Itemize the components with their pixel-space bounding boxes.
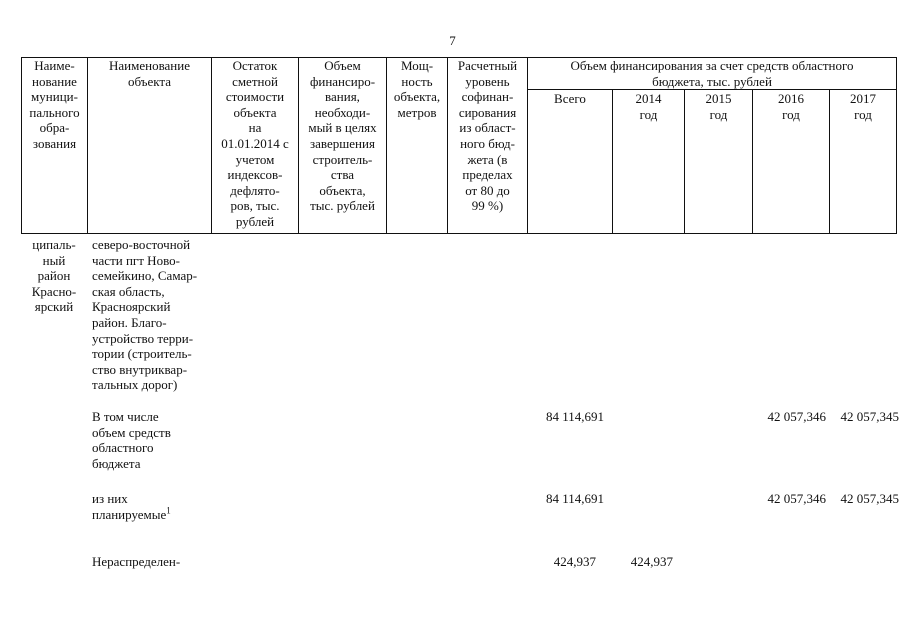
footnote-marker: 1 [166, 505, 171, 516]
header-regional-funding-group: Объем финансирования за счет средств областного бюджета, тыс. рублей [570, 58, 854, 89]
regional-budget-label: В том числе объем средств областного бюджета [92, 409, 171, 471]
header-year-2014: 2014 год [635, 91, 662, 122]
regional-budget-2017: 42 057,345 [840, 409, 899, 424]
header-remaining-cost: Остаток сметной стоимости объекта на 01.01.2014 с учетом индексов- дефлято- ров, тыс. рублей [221, 58, 289, 229]
header-year-2016: 2016 год [778, 91, 804, 122]
header-bottom-border [21, 233, 897, 234]
regional-budget-2016: 42 057,346 [767, 409, 826, 424]
header-municipality: Наиме- нование муници- пального обра- зования [29, 58, 80, 151]
col-line-12 [896, 57, 897, 234]
planned-2016: 42 057,346 [767, 491, 826, 506]
planned-2017: 42 057,345 [840, 491, 899, 506]
object-description-cell: северо-восточной части пгт Ново- семейкино, Самар- ская область, Красноярский район. Благо- устройство терри- тории (строитель- ство внутриквар- тальных дорог) [92, 237, 198, 393]
planned-label: из них планируемые$^1$ [92, 491, 171, 522]
unallocated-label: Нераспределен- [92, 554, 181, 569]
header-year-2015: 2015 год [705, 91, 732, 122]
header-year-2017: 2017 год [850, 91, 876, 122]
regional-budget-total: 84 114,691 [545, 409, 604, 424]
header-object-name: Наименование объекта [109, 58, 190, 89]
planned-total: 84 114,691 [545, 491, 604, 506]
header-capacity: Мощ- ность объекта, метров [393, 58, 441, 120]
municipality-cell: ципаль- ный район Красно- ярский [31, 237, 77, 315]
unallocated-total: 424,937 [553, 554, 596, 569]
unallocated-2014: 424,937 [630, 554, 673, 569]
header-total: Всего [554, 91, 586, 106]
header-cofinancing-level: Расчетный уровень софинан- сирования из област- ного бюд- жета (в пределах от 80 до 99 %) [457, 58, 518, 214]
page-number: 7 [449, 33, 456, 48]
header-funding-needed: Объем финансиро- вания, необходи- мый в целях завершения строитель- ства объекта, тыс. рублей [308, 58, 377, 214]
